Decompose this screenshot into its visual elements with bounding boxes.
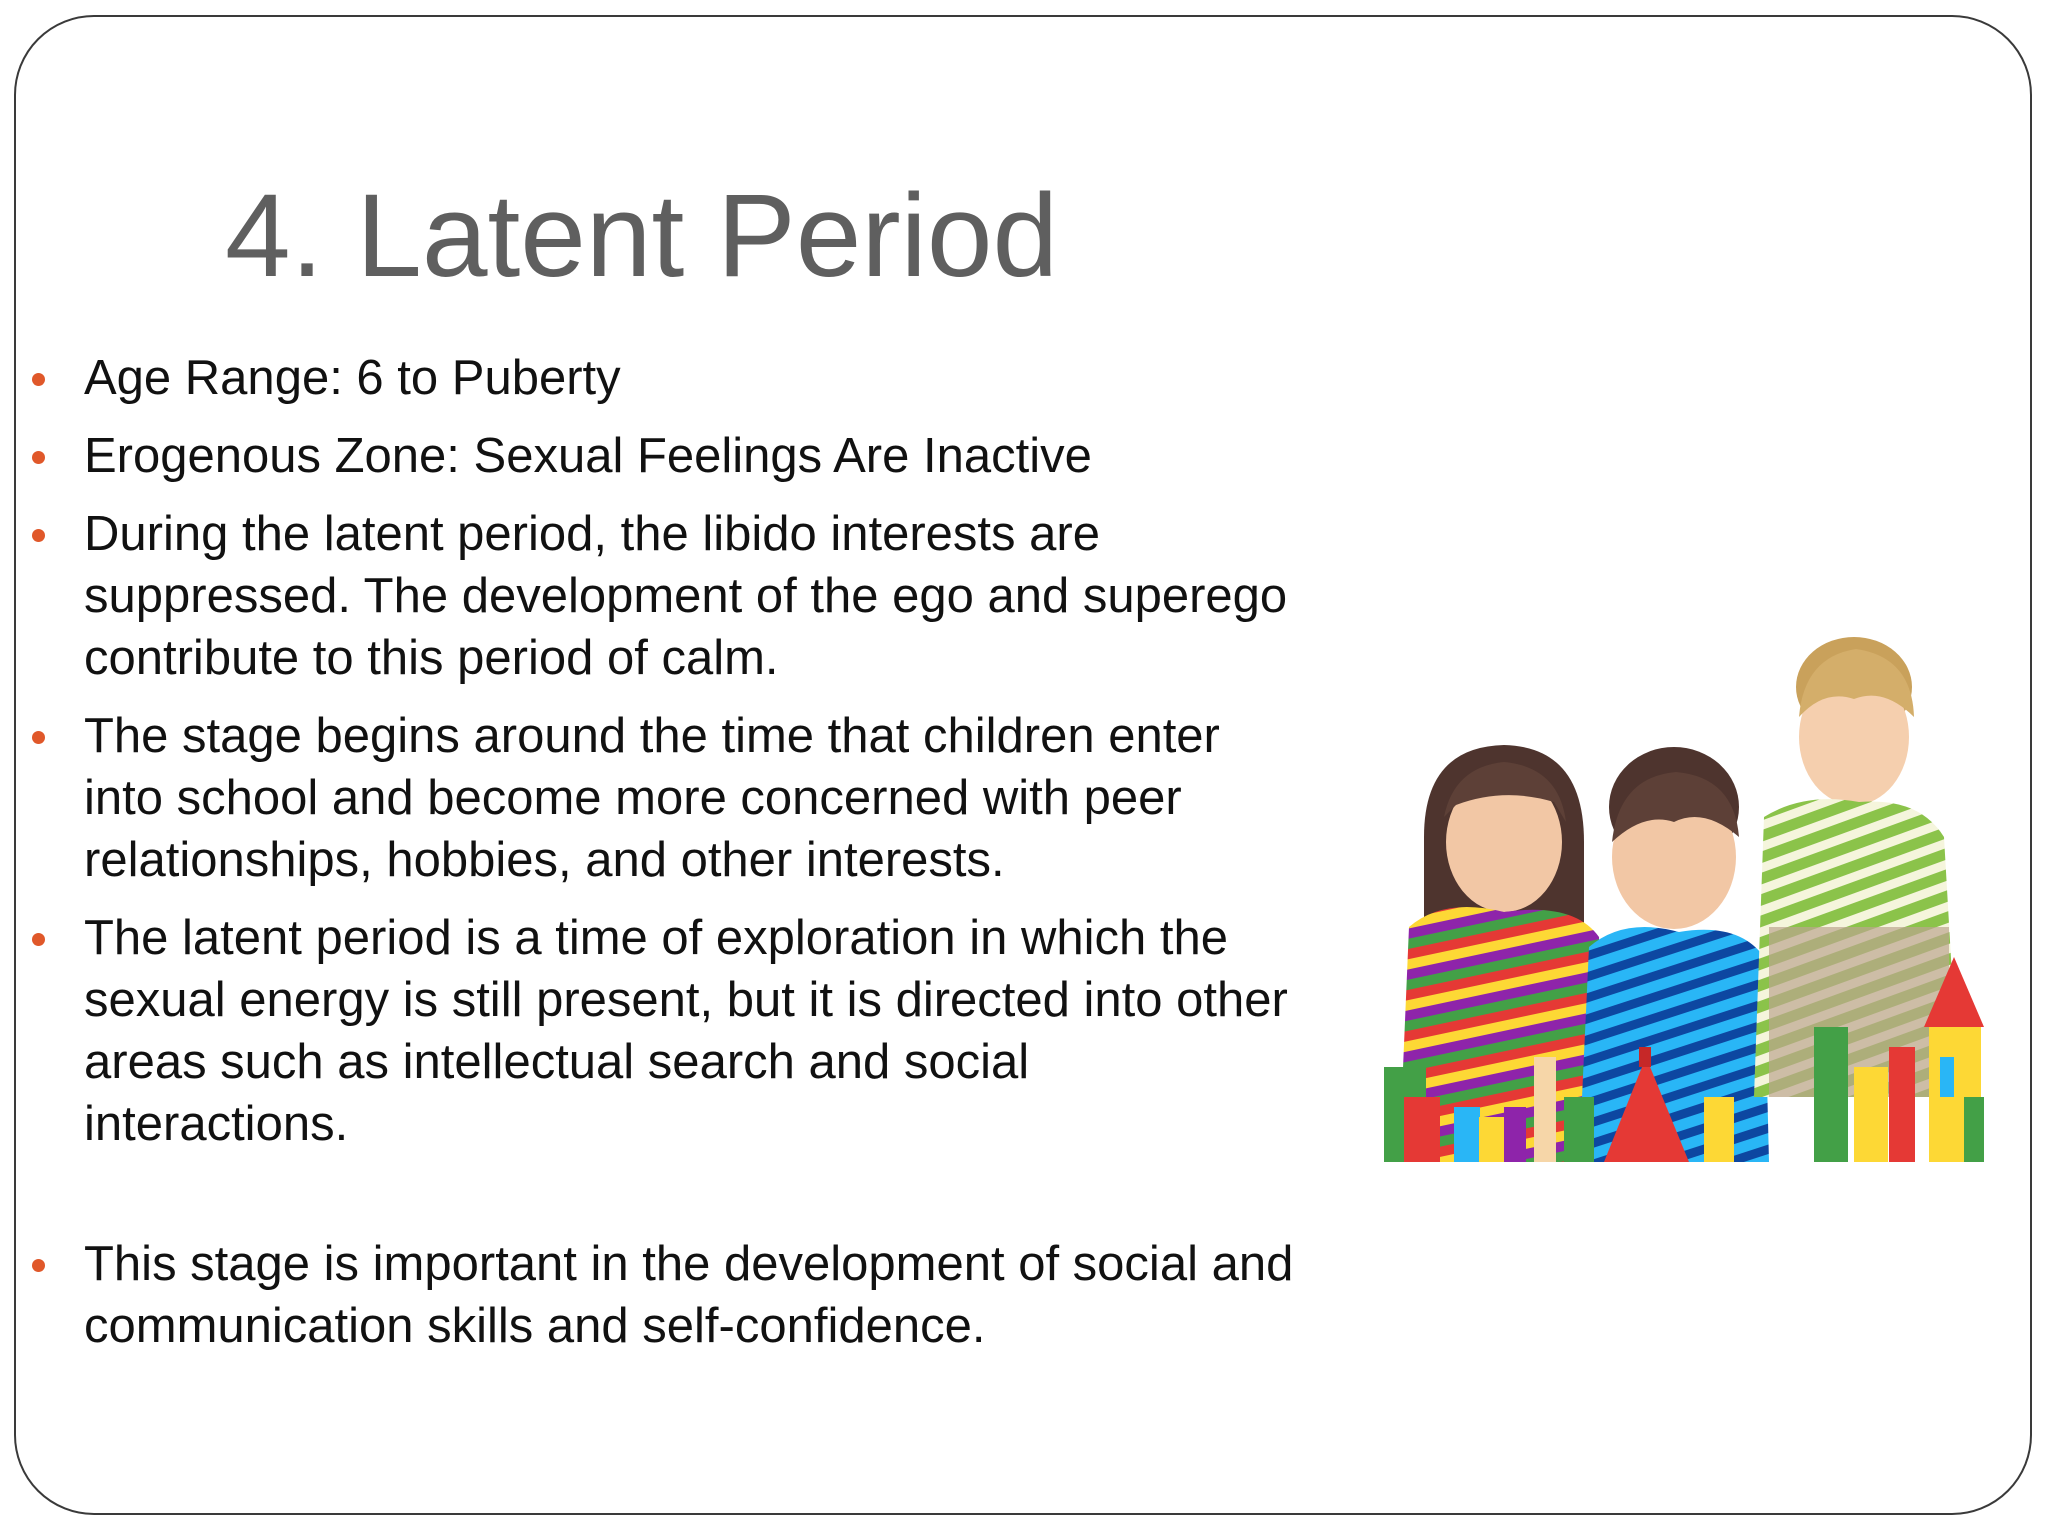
bullet-item [16,705,1306,891]
bullet-dot-icon [32,451,45,464]
slide [14,15,2032,1515]
bullet-dot-icon [32,731,45,744]
bullet-item [16,347,1306,409]
bullet-text: During the latent period, the libido interests are suppressed. The development of the ego and superego contribute to this period of calm. [84,507,1288,685]
bullet-item [16,907,1306,1155]
slide-title: 4. Latent Period [225,170,1059,302]
bullet-dot-icon [32,933,45,946]
bullet-text: Erogenous Zone: Sexual Feelings Are Inactive [84,429,1092,483]
bullet-dot-icon [32,529,45,542]
bullet-text: The latent period is a time of exploration in which the sexual energy is still present, but it is directed into other areas such as intellectual search and social interactions. [84,911,1288,1151]
bullet-text: This stage is important in the development of social and communication skills and self-confidence. [84,1237,1294,1353]
children-playing-photo [1384,627,2000,1162]
bullet-item [16,425,1306,487]
bullet-list [16,347,1306,1373]
bullet-item [16,1233,1306,1357]
bullet-item [16,503,1306,689]
bullet-text: Age Range: 6 to Puberty [84,351,621,405]
bullet-text: The stage begins around the time that children enter into school and become more concerned with peer relationships, hobbies, and other interests. [84,709,1220,887]
bullet-dot-icon [32,373,45,386]
bullet-dot-icon [32,1259,45,1272]
